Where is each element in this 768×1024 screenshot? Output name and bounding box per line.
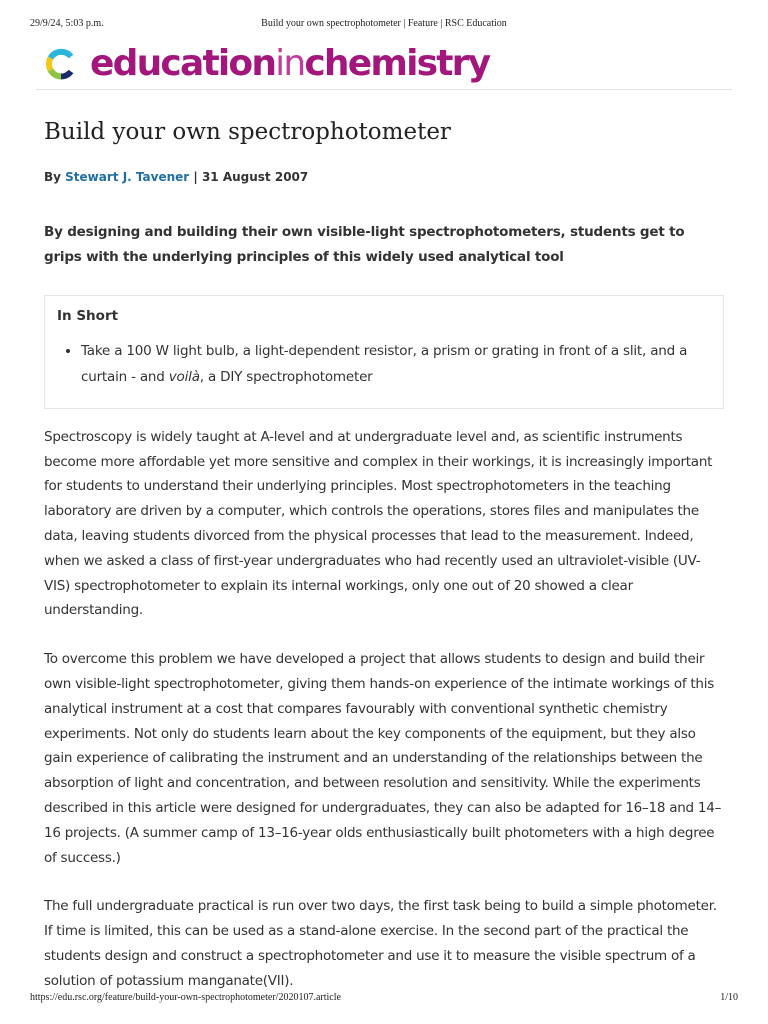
print-datetime: 29/9/24, 5:03 p.m.: [30, 18, 104, 29]
logo-word-chemistry: chemistry: [304, 43, 490, 84]
in-short-item-text-end: , a DIY spectrophotometer: [199, 368, 373, 385]
in-short-item: [81, 338, 711, 390]
print-page-indicator: 1/10: [720, 992, 738, 1003]
print-footer: [30, 992, 738, 1006]
in-short-item-emphasis: voilà: [168, 368, 200, 385]
byline: [44, 170, 724, 184]
article: [44, 118, 724, 994]
print-header: [30, 18, 738, 32]
publish-date: 31 August 2007: [201, 169, 309, 184]
article-body: [44, 425, 724, 994]
site-logo-wordmark: [90, 43, 490, 84]
body-paragraph-2: To overcome this problem we have developed a project that allows students to design and build their own visible-light spectrophotometer, giving them hands-on experience of the intimate workings of this analytical instrument at a cost that compares favourably with conventional synthetic chemistry experiments. Not only do students learn about the key components of the equipment, but they also gain experience of calibrating the instrument and an understanding of the relationships between the absorption of light and concentration, and between resolution and sensitivity. While the experiments described in this article were designed for undergraduates, they can also be adapted for 16–18 and 14–16 projects. (A summer camp of 13–16-year olds enthusiastically built photometers with a high degree of success.): [44, 651, 722, 866]
masthead-divider: [36, 89, 732, 90]
in-short-heading: In Short: [57, 307, 119, 324]
print-page-title: Build your own spectrophotometer | Feature | RSC Education: [261, 18, 507, 29]
in-short-list: [57, 338, 711, 390]
logo-word-education: education: [90, 43, 276, 84]
body-paragraph-3: The full undergraduate practical is run over two days, the first task being to build a simple photometer. If time is limited, this can be used as a stand-alone exercise. In the second part of the practical the students design and construct a spectrophotometer and use it to measure the visible spectrum of a solution of potassium manganate(VII).: [44, 898, 717, 989]
article-title: Build your own spectrophotometer: [44, 119, 451, 145]
rsc-c-logo-icon: [44, 48, 76, 80]
in-short-box: [44, 295, 724, 409]
print-url: https://edu.rsc.org/feature/build-your-own-spectrophotometer/2020107.article: [30, 992, 341, 1003]
article-standfirst: By designing and building their own visible-light spectrophotometers, students get to grips with the underlying principles of this widely used analytical tool: [44, 223, 685, 265]
author-link[interactable]: Stewart J. Tavener: [65, 169, 190, 184]
site-masthead[interactable]: [44, 42, 489, 86]
byline-separator: |: [193, 169, 198, 184]
logo-word-in: in: [275, 43, 305, 84]
byline-prefix: By: [44, 169, 61, 184]
body-paragraph-1: Spectroscopy is widely taught at A-level and at undergraduate level and, as scientific instruments become more affordable yet more sensitive and complex in their workings, it is increasingly important for students to understand their underlying principles. Most spectrophotometers in the teaching laboratory are driven by a computer, which controls the operations, stores files and manipulates the data, leaving students divorced from the physical processes that lead to the measurement. Indeed, when we asked a class of first-year undergraduates who had recently used an ultraviolet-visible (UV-VIS) spectrophotometer to explain its internal workings, only one out of 20 showed a clear understanding.: [44, 428, 713, 619]
in-short-item-text-start: Take a 100 W light bulb, a light-dependent resistor, a prism or grating in front of a slit, and a curtain - and: [81, 342, 688, 385]
